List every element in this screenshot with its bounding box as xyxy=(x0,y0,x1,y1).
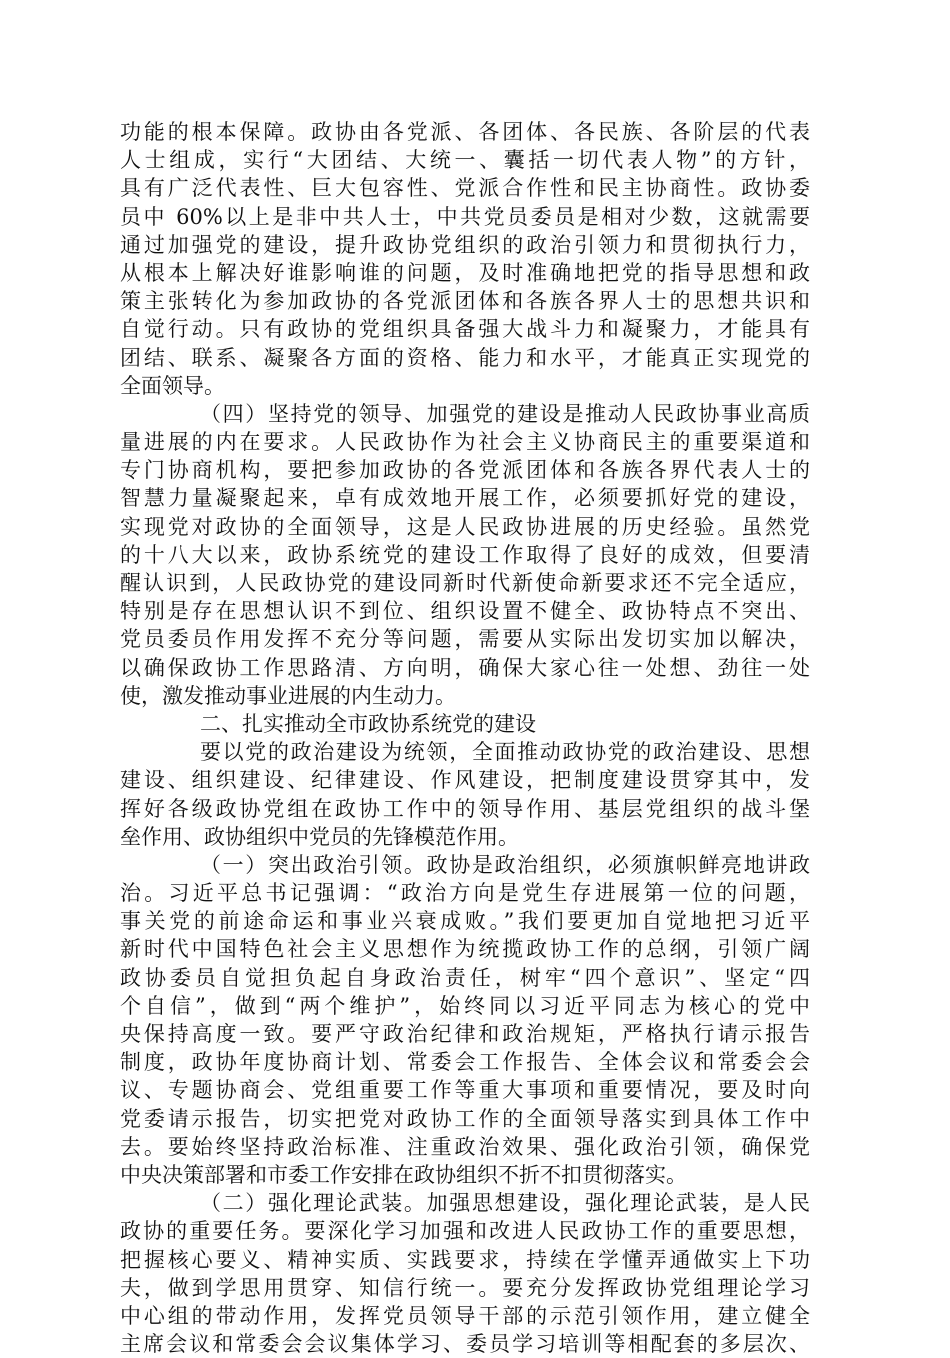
text-line: 智慧力量凝聚起来，卓有成效地开展工作，必须要抓好党的建设， xyxy=(120,486,810,511)
text-line: 从根本上解决好谁影响谁的问题，及时准确地把党的指导思想和政 xyxy=(120,260,810,285)
paragraph-first-line: （一）突出政治引领。政协是政治组织，必须旗帜鲜亮地讲政 xyxy=(200,852,810,877)
paragraph-first-line: （二）强化理论武装。加强思想建设，强化理论武装，是人民 xyxy=(200,1191,810,1216)
text-line: 挥好各级政协党组在政协工作中的领导作用、基层党组织的战斗堡 xyxy=(120,796,810,821)
text-line: 去。要始终坚持政治标准、注重政治效果、强化政治引领，确保党 xyxy=(120,1134,810,1159)
text-line: 治。习近平总书记强调：“政治方向是党生存进展第一位的问题， xyxy=(120,881,810,906)
text-line: 专门协商机构，要把参加政协的各党派团体和各族各界代表人士的 xyxy=(120,458,810,483)
text-line: 以确保政协工作思路清、方向明，确保大家心往一处想、劲往一处 xyxy=(120,655,810,680)
text-line: 政协委员自觉担负起自身政治责任，树牢“四个意识”、坚定“四 xyxy=(120,965,810,990)
text-line: 的十八大以来，政协系统党的建设工作取得了良好的成效，但要清 xyxy=(120,542,810,567)
paragraph-first-line: 二、扎实推动全市政协系统党的建设 xyxy=(200,711,536,736)
text-line: 主席会议和常委会会议集体学习、委员学习培训等相配套的多层次、 xyxy=(120,1332,810,1357)
text-line: 垒作用、政协组织中党员的先锋模范作用。 xyxy=(120,824,519,849)
text-line: 新时代中国特色社会主义思想作为统揽政协工作的总纲，引领广阔 xyxy=(120,937,810,962)
document-page xyxy=(120,118,810,1358)
text-line: 特别是存在思想认识不到位、组织设置不健全、政协特点不突出、 xyxy=(120,599,810,624)
text-line: 事关党的前途命运和事业兴衰成败。”我们要更加自觉地把习近平 xyxy=(120,909,810,934)
text-line: 央保持高度一致。要严守政治纪律和政治规矩，严格执行请示报告 xyxy=(120,1022,810,1046)
text-line: 自觉行动。只有政协的党组织具备强大战斗力和凝聚力，才能具有 xyxy=(120,317,810,342)
text-line: 策主张转化为参加政协的各党派团体和各族各界人士的思想共识和 xyxy=(120,289,810,314)
paragraph-first-line: 要以党的政治建设为统领，全面推动政协党的政治建设、思想 xyxy=(200,740,810,765)
paragraph-first-line: （四）坚持党的领导、加强党的建设是推动人民政协事业高质 xyxy=(200,401,810,426)
text-line: 具有广泛代表性、巨大包容性、党派合作性和民主协商性。政协委 xyxy=(120,176,810,201)
text-line: 醒认识到，人民政协党的建设同新时代新使命新要求还不完全适应， xyxy=(120,571,810,595)
text-line: 中央决策部署和市委工作安排在政协组织不折不扣贯彻落实。 xyxy=(120,1162,687,1187)
text-line: 议、专题协商会、党组重要工作等重大事项和重要情况，要及时向 xyxy=(120,1078,810,1103)
text-line: 实现党对政协的全面领导，这是人民政协进展的历史经验。虽然党 xyxy=(120,514,810,539)
text-line: 把握核心要义、精神实质、实践要求，持续在学懂弄通做实上下功 xyxy=(120,1247,810,1272)
text-line: 人士组成，实行“大团结、大统一、囊括一切代表人物”的方针， xyxy=(120,148,810,173)
text-line: 政协的重要任务。要深化学习加强和改进人民政协工作的重要思想， xyxy=(120,1219,810,1244)
text-line: 量进展的内在要求。人民政协作为社会主义协商民主的重要渠道和 xyxy=(120,430,810,455)
text-line: 通过加强党的建设，提升政协党组织的政治引领力和贯彻执行力， xyxy=(120,232,810,257)
text-line: 功能的根本保障。政协由各党派、各团体、各民族、各阶层的代表 xyxy=(120,120,810,144)
text-line: 团结、联系、凝聚各方面的资格、能力和水平，才能真正实现党的 xyxy=(120,345,810,370)
text-line: 党员委员作用发挥不充分等问题，需要从实际出发切实加以解决， xyxy=(120,627,810,652)
text-line: 夫，做到学思用贯穿、知信行统一。要充分发挥政协党组理论学习 xyxy=(120,1275,810,1300)
text-line: 建设、组织建设、纪律建设、作风建设，把制度建设贯穿其中，发 xyxy=(120,768,810,793)
text-line: 个自信”，做到“两个维护”，始终同以习近平同志为核心的党中 xyxy=(120,993,810,1018)
text-line: 使，激发推动事业进展的内生动力。 xyxy=(120,683,456,708)
text-line: 党委请示报告，切实把党对政协工作的全面领导落实到具体工作中 xyxy=(120,1106,810,1131)
text-line: 制度，政协年度协商计划、常委会工作报告、全体会议和常委会会 xyxy=(120,1050,810,1075)
text-line: 全面领导。 xyxy=(120,373,225,398)
text-line: 中心组的带动作用，发挥党员领导干部的示范引领作用，建立健全 xyxy=(120,1303,810,1328)
text-line: 员中 60%以上是非中共人士，中共党员委员是相对少数，这就需要 xyxy=(120,204,810,229)
